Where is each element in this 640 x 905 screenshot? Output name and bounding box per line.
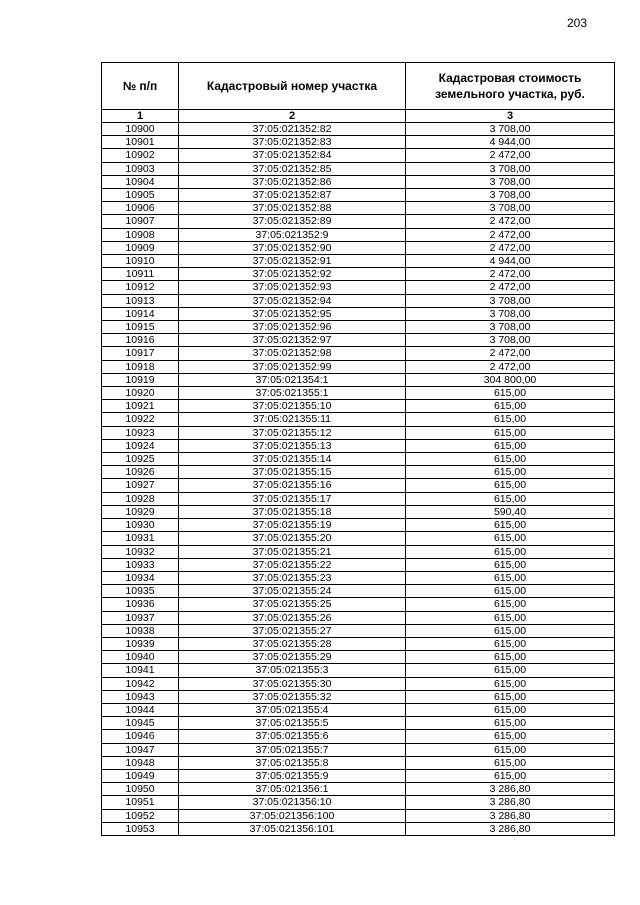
cadastral-number-cell: 37:05:021355:25 (179, 598, 406, 611)
row-number-cell: 10925 (102, 453, 179, 466)
row-number-cell: 10920 (102, 387, 179, 400)
cadastral-value-cell: 615,00 (406, 743, 615, 756)
row-number-cell: 10939 (102, 637, 179, 650)
cadastral-value-cell: 2 472,00 (406, 360, 615, 373)
header-cadastral-number: Кадастровый номер участка (179, 63, 406, 110)
row-number-cell: 10950 (102, 783, 179, 796)
cadastral-number-cell: 37:05:021355:16 (179, 479, 406, 492)
cadastral-number-cell: 37:05:021355:12 (179, 426, 406, 439)
row-number-cell: 10902 (102, 149, 179, 162)
row-number-cell: 10931 (102, 532, 179, 545)
row-number-cell: 10938 (102, 624, 179, 637)
row-number-cell: 10907 (102, 215, 179, 228)
cadastral-number-cell: 37:05:021355:15 (179, 466, 406, 479)
row-number-cell: 10904 (102, 175, 179, 188)
table-row (102, 202, 615, 215)
row-number-cell: 10910 (102, 255, 179, 268)
cadastral-number-cell: 37:05:021352:84 (179, 149, 406, 162)
cadastral-number-cell: 37:05:021355:4 (179, 703, 406, 716)
table-row (102, 413, 615, 426)
cadastral-number-cell: 37:05:021355:30 (179, 677, 406, 690)
row-number-cell: 10941 (102, 664, 179, 677)
cadastral-number-cell: 37:05:021354:1 (179, 373, 406, 386)
cadastral-value-cell: 615,00 (406, 545, 615, 558)
cadastral-number-cell: 37:05:021355:1 (179, 387, 406, 400)
row-number-cell: 10917 (102, 347, 179, 360)
row-number-cell: 10952 (102, 809, 179, 822)
cadastral-number-cell: 37:05:021355:6 (179, 730, 406, 743)
table-row (102, 241, 615, 254)
row-number-cell: 10913 (102, 294, 179, 307)
table-row (102, 426, 615, 439)
cadastral-value-cell: 615,00 (406, 756, 615, 769)
cadastral-number-cell: 37:05:021352:93 (179, 281, 406, 294)
cadastral-number-cell: 37:05:021355:11 (179, 413, 406, 426)
cadastral-number-cell: 37:05:021352:91 (179, 255, 406, 268)
table-row (102, 321, 615, 334)
cadastral-number-cell: 37:05:021355:32 (179, 690, 406, 703)
column-index: 2 (179, 110, 406, 123)
table-row (102, 637, 615, 650)
cadastral-number-cell: 37:05:021355:29 (179, 651, 406, 664)
cadastral-number-cell: 37:05:021352:85 (179, 162, 406, 175)
cadastral-number-cell: 37:05:021352:88 (179, 202, 406, 215)
row-number-cell: 10915 (102, 321, 179, 334)
cadastral-value-cell: 2 472,00 (406, 281, 615, 294)
table-row (102, 268, 615, 281)
row-number-cell: 10936 (102, 598, 179, 611)
cadastral-number-cell: 37:05:021352:97 (179, 334, 406, 347)
cadastral-value-cell: 615,00 (406, 400, 615, 413)
row-number-cell: 10932 (102, 545, 179, 558)
cadastral-value-cell: 4 944,00 (406, 136, 615, 149)
cadastral-number-cell: 37:05:021355:5 (179, 717, 406, 730)
row-number-cell: 10918 (102, 360, 179, 373)
cadastral-value-cell: 3 286,80 (406, 796, 615, 809)
row-number-cell: 10948 (102, 756, 179, 769)
header-cadastral-value-line1: Кадастровая стоимость (438, 71, 582, 85)
table-row (102, 677, 615, 690)
table-row (102, 360, 615, 373)
cadastral-number-cell: 37:05:021352:9 (179, 228, 406, 241)
table-row (102, 624, 615, 637)
table-row (102, 703, 615, 716)
table-row (102, 809, 615, 822)
cadastral-number-cell: 37:05:021355:23 (179, 571, 406, 584)
row-number-cell: 10942 (102, 677, 179, 690)
cadastral-number-cell: 37:05:021355:3 (179, 664, 406, 677)
table-row (102, 598, 615, 611)
cadastral-number-cell: 37:05:021355:10 (179, 400, 406, 413)
table-row (102, 756, 615, 769)
cadastral-number-cell: 37:05:021352:87 (179, 189, 406, 202)
cadastral-value-cell: 615,00 (406, 651, 615, 664)
row-number-cell: 10926 (102, 466, 179, 479)
table-row (102, 307, 615, 320)
table-row (102, 743, 615, 756)
cadastral-value-cell: 615,00 (406, 598, 615, 611)
cadastral-number-cell: 37:05:021356:10 (179, 796, 406, 809)
table-row (102, 228, 615, 241)
row-number-cell: 10919 (102, 373, 179, 386)
cadastral-value-cell: 615,00 (406, 558, 615, 571)
cadastral-value-cell: 615,00 (406, 532, 615, 545)
row-number-cell: 10953 (102, 822, 179, 835)
cadastral-value-cell: 615,00 (406, 492, 615, 505)
table-row (102, 717, 615, 730)
cadastral-number-cell: 37:05:021352:90 (179, 241, 406, 254)
cadastral-value-cell: 3 708,00 (406, 307, 615, 320)
table-row (102, 585, 615, 598)
table-row (102, 519, 615, 532)
row-number-cell: 10903 (102, 162, 179, 175)
cadastral-number-cell: 37:05:021356:101 (179, 822, 406, 835)
cadastral-number-cell: 37:05:021352:86 (179, 175, 406, 188)
cadastral-value-cell: 2 472,00 (406, 241, 615, 254)
row-number-cell: 10928 (102, 492, 179, 505)
row-number-cell: 10947 (102, 743, 179, 756)
cadastral-value-cell: 615,00 (406, 664, 615, 677)
cadastral-number-cell: 37:05:021352:95 (179, 307, 406, 320)
table-row (102, 664, 615, 677)
cadastral-value-cell: 615,00 (406, 730, 615, 743)
cadastral-number-cell: 37:05:021355:19 (179, 519, 406, 532)
table-row (102, 189, 615, 202)
table-row (102, 651, 615, 664)
cadastral-number-cell: 37:05:021355:17 (179, 492, 406, 505)
cadastral-value-cell: 615,00 (406, 769, 615, 782)
cadastral-number-cell: 37:05:021355:27 (179, 624, 406, 637)
row-number-cell: 10945 (102, 717, 179, 730)
table-row (102, 255, 615, 268)
cadastral-number-cell: 37:05:021352:92 (179, 268, 406, 281)
cadastral-value-table (101, 62, 615, 836)
table-row (102, 334, 615, 347)
cadastral-value-cell: 2 472,00 (406, 268, 615, 281)
table-row (102, 558, 615, 571)
table-row (102, 294, 615, 307)
cadastral-number-cell: 37:05:021352:96 (179, 321, 406, 334)
cadastral-number-cell: 37:05:021355:7 (179, 743, 406, 756)
table-row (102, 479, 615, 492)
cadastral-number-cell: 37:05:021352:99 (179, 360, 406, 373)
row-number-cell: 10921 (102, 400, 179, 413)
table-row (102, 769, 615, 782)
cadastral-value-cell: 615,00 (406, 637, 615, 650)
table-row (102, 545, 615, 558)
table-row (102, 215, 615, 228)
table-row (102, 347, 615, 360)
cadastral-number-cell: 37:05:021355:28 (179, 637, 406, 650)
table-row (102, 571, 615, 584)
row-number-cell: 10934 (102, 571, 179, 584)
cadastral-value-cell: 3 286,80 (406, 809, 615, 822)
cadastral-number-cell: 37:05:021352:89 (179, 215, 406, 228)
cadastral-number-cell: 37:05:021355:8 (179, 756, 406, 769)
cadastral-value-cell: 3 708,00 (406, 189, 615, 202)
cadastral-number-cell: 37:05:021352:94 (179, 294, 406, 307)
table-row (102, 123, 615, 136)
cadastral-value-cell: 615,00 (406, 453, 615, 466)
row-number-cell: 10929 (102, 505, 179, 518)
cadastral-value-cell: 615,00 (406, 585, 615, 598)
table-row (102, 373, 615, 386)
cadastral-value-cell: 3 708,00 (406, 162, 615, 175)
cadastral-value-cell: 615,00 (406, 703, 615, 716)
row-number-cell: 10901 (102, 136, 179, 149)
cadastral-number-cell: 37:05:021355:20 (179, 532, 406, 545)
cadastral-number-cell: 37:05:021355:13 (179, 439, 406, 452)
table-body (102, 123, 615, 836)
cadastral-value-cell: 615,00 (406, 611, 615, 624)
cadastral-value-cell: 3 708,00 (406, 175, 615, 188)
table-row (102, 400, 615, 413)
cadastral-number-cell: 37:05:021355:14 (179, 453, 406, 466)
row-number-cell: 10943 (102, 690, 179, 703)
cadastral-value-cell: 304 800,00 (406, 373, 615, 386)
cadastral-number-cell: 37:05:021355:21 (179, 545, 406, 558)
row-number-cell: 10944 (102, 703, 179, 716)
cadastral-value-cell: 2 472,00 (406, 215, 615, 228)
table-row (102, 439, 615, 452)
row-number-cell: 10933 (102, 558, 179, 571)
row-number-cell: 10923 (102, 426, 179, 439)
row-number-cell: 10912 (102, 281, 179, 294)
cadastral-value-cell: 615,00 (406, 677, 615, 690)
column-index: 1 (102, 110, 179, 123)
cadastral-number-cell: 37:05:021355:24 (179, 585, 406, 598)
cadastral-value-cell: 3 708,00 (406, 321, 615, 334)
cadastral-value-cell: 3 708,00 (406, 202, 615, 215)
table-row (102, 162, 615, 175)
cadastral-number-cell: 37:05:021355:22 (179, 558, 406, 571)
row-number-cell: 10911 (102, 268, 179, 281)
table-row (102, 136, 615, 149)
cadastral-value-cell: 615,00 (406, 519, 615, 532)
table-row (102, 690, 615, 703)
row-number-cell: 10905 (102, 189, 179, 202)
row-number-cell: 10927 (102, 479, 179, 492)
table-row (102, 387, 615, 400)
cadastral-value-cell: 590,40 (406, 505, 615, 518)
cadastral-value-cell: 3 286,80 (406, 822, 615, 835)
cadastral-number-cell: 37:05:021355:26 (179, 611, 406, 624)
cadastral-value-cell: 3 708,00 (406, 123, 615, 136)
cadastral-value-cell: 615,00 (406, 690, 615, 703)
cadastral-value-cell: 2 472,00 (406, 228, 615, 241)
row-number-cell: 10949 (102, 769, 179, 782)
row-number-cell: 10930 (102, 519, 179, 532)
table-row (102, 281, 615, 294)
table-row (102, 505, 615, 518)
cadastral-value-cell: 615,00 (406, 439, 615, 452)
cadastral-value-cell: 615,00 (406, 571, 615, 584)
row-number-cell: 10937 (102, 611, 179, 624)
table-row (102, 783, 615, 796)
cadastral-value-cell: 615,00 (406, 426, 615, 439)
cadastral-value-cell: 3 286,80 (406, 783, 615, 796)
table-row (102, 453, 615, 466)
row-number-cell: 10909 (102, 241, 179, 254)
cadastral-value-cell: 3 708,00 (406, 334, 615, 347)
table-row (102, 149, 615, 162)
cadastral-number-cell: 37:05:021355:9 (179, 769, 406, 782)
cadastral-value-cell: 2 472,00 (406, 347, 615, 360)
row-number-cell: 10946 (102, 730, 179, 743)
cadastral-number-cell: 37:05:021352:82 (179, 123, 406, 136)
row-number-cell: 10914 (102, 307, 179, 320)
page-number: 203 (567, 16, 588, 30)
table-row (102, 796, 615, 809)
row-number-cell: 10922 (102, 413, 179, 426)
table-row (102, 466, 615, 479)
cadastral-value-cell: 615,00 (406, 479, 615, 492)
cadastral-value-cell: 2 472,00 (406, 149, 615, 162)
table-row (102, 730, 615, 743)
column-index: 3 (406, 110, 615, 123)
row-number-cell: 10935 (102, 585, 179, 598)
cadastral-value-cell: 4 944,00 (406, 255, 615, 268)
row-number-cell: 10900 (102, 123, 179, 136)
table-row (102, 175, 615, 188)
header-cadastral-value (406, 63, 615, 110)
table-row (102, 492, 615, 505)
table-row (102, 532, 615, 545)
cadastral-number-cell: 37:05:021356:1 (179, 783, 406, 796)
table-row (102, 822, 615, 835)
header-cadastral-value-line2: земельного участка, руб. (435, 87, 585, 101)
row-number-cell: 10906 (102, 202, 179, 215)
cadastral-value-cell: 615,00 (406, 466, 615, 479)
cadastral-value-cell: 3 708,00 (406, 294, 615, 307)
row-number-cell: 10940 (102, 651, 179, 664)
cadastral-value-cell: 615,00 (406, 717, 615, 730)
table-row (102, 611, 615, 624)
row-number-cell: 10924 (102, 439, 179, 452)
cadastral-value-cell: 615,00 (406, 624, 615, 637)
row-number-cell: 10951 (102, 796, 179, 809)
cadastral-number-cell: 37:05:021352:98 (179, 347, 406, 360)
cadastral-number-cell: 37:05:021356:100 (179, 809, 406, 822)
cadastral-number-cell: 37:05:021355:18 (179, 505, 406, 518)
row-number-cell: 10908 (102, 228, 179, 241)
cadastral-number-cell: 37:05:021352:83 (179, 136, 406, 149)
cadastral-value-cell: 615,00 (406, 413, 615, 426)
row-number-cell: 10916 (102, 334, 179, 347)
header-row-number: № п/п (102, 63, 179, 110)
cadastral-value-cell: 615,00 (406, 387, 615, 400)
